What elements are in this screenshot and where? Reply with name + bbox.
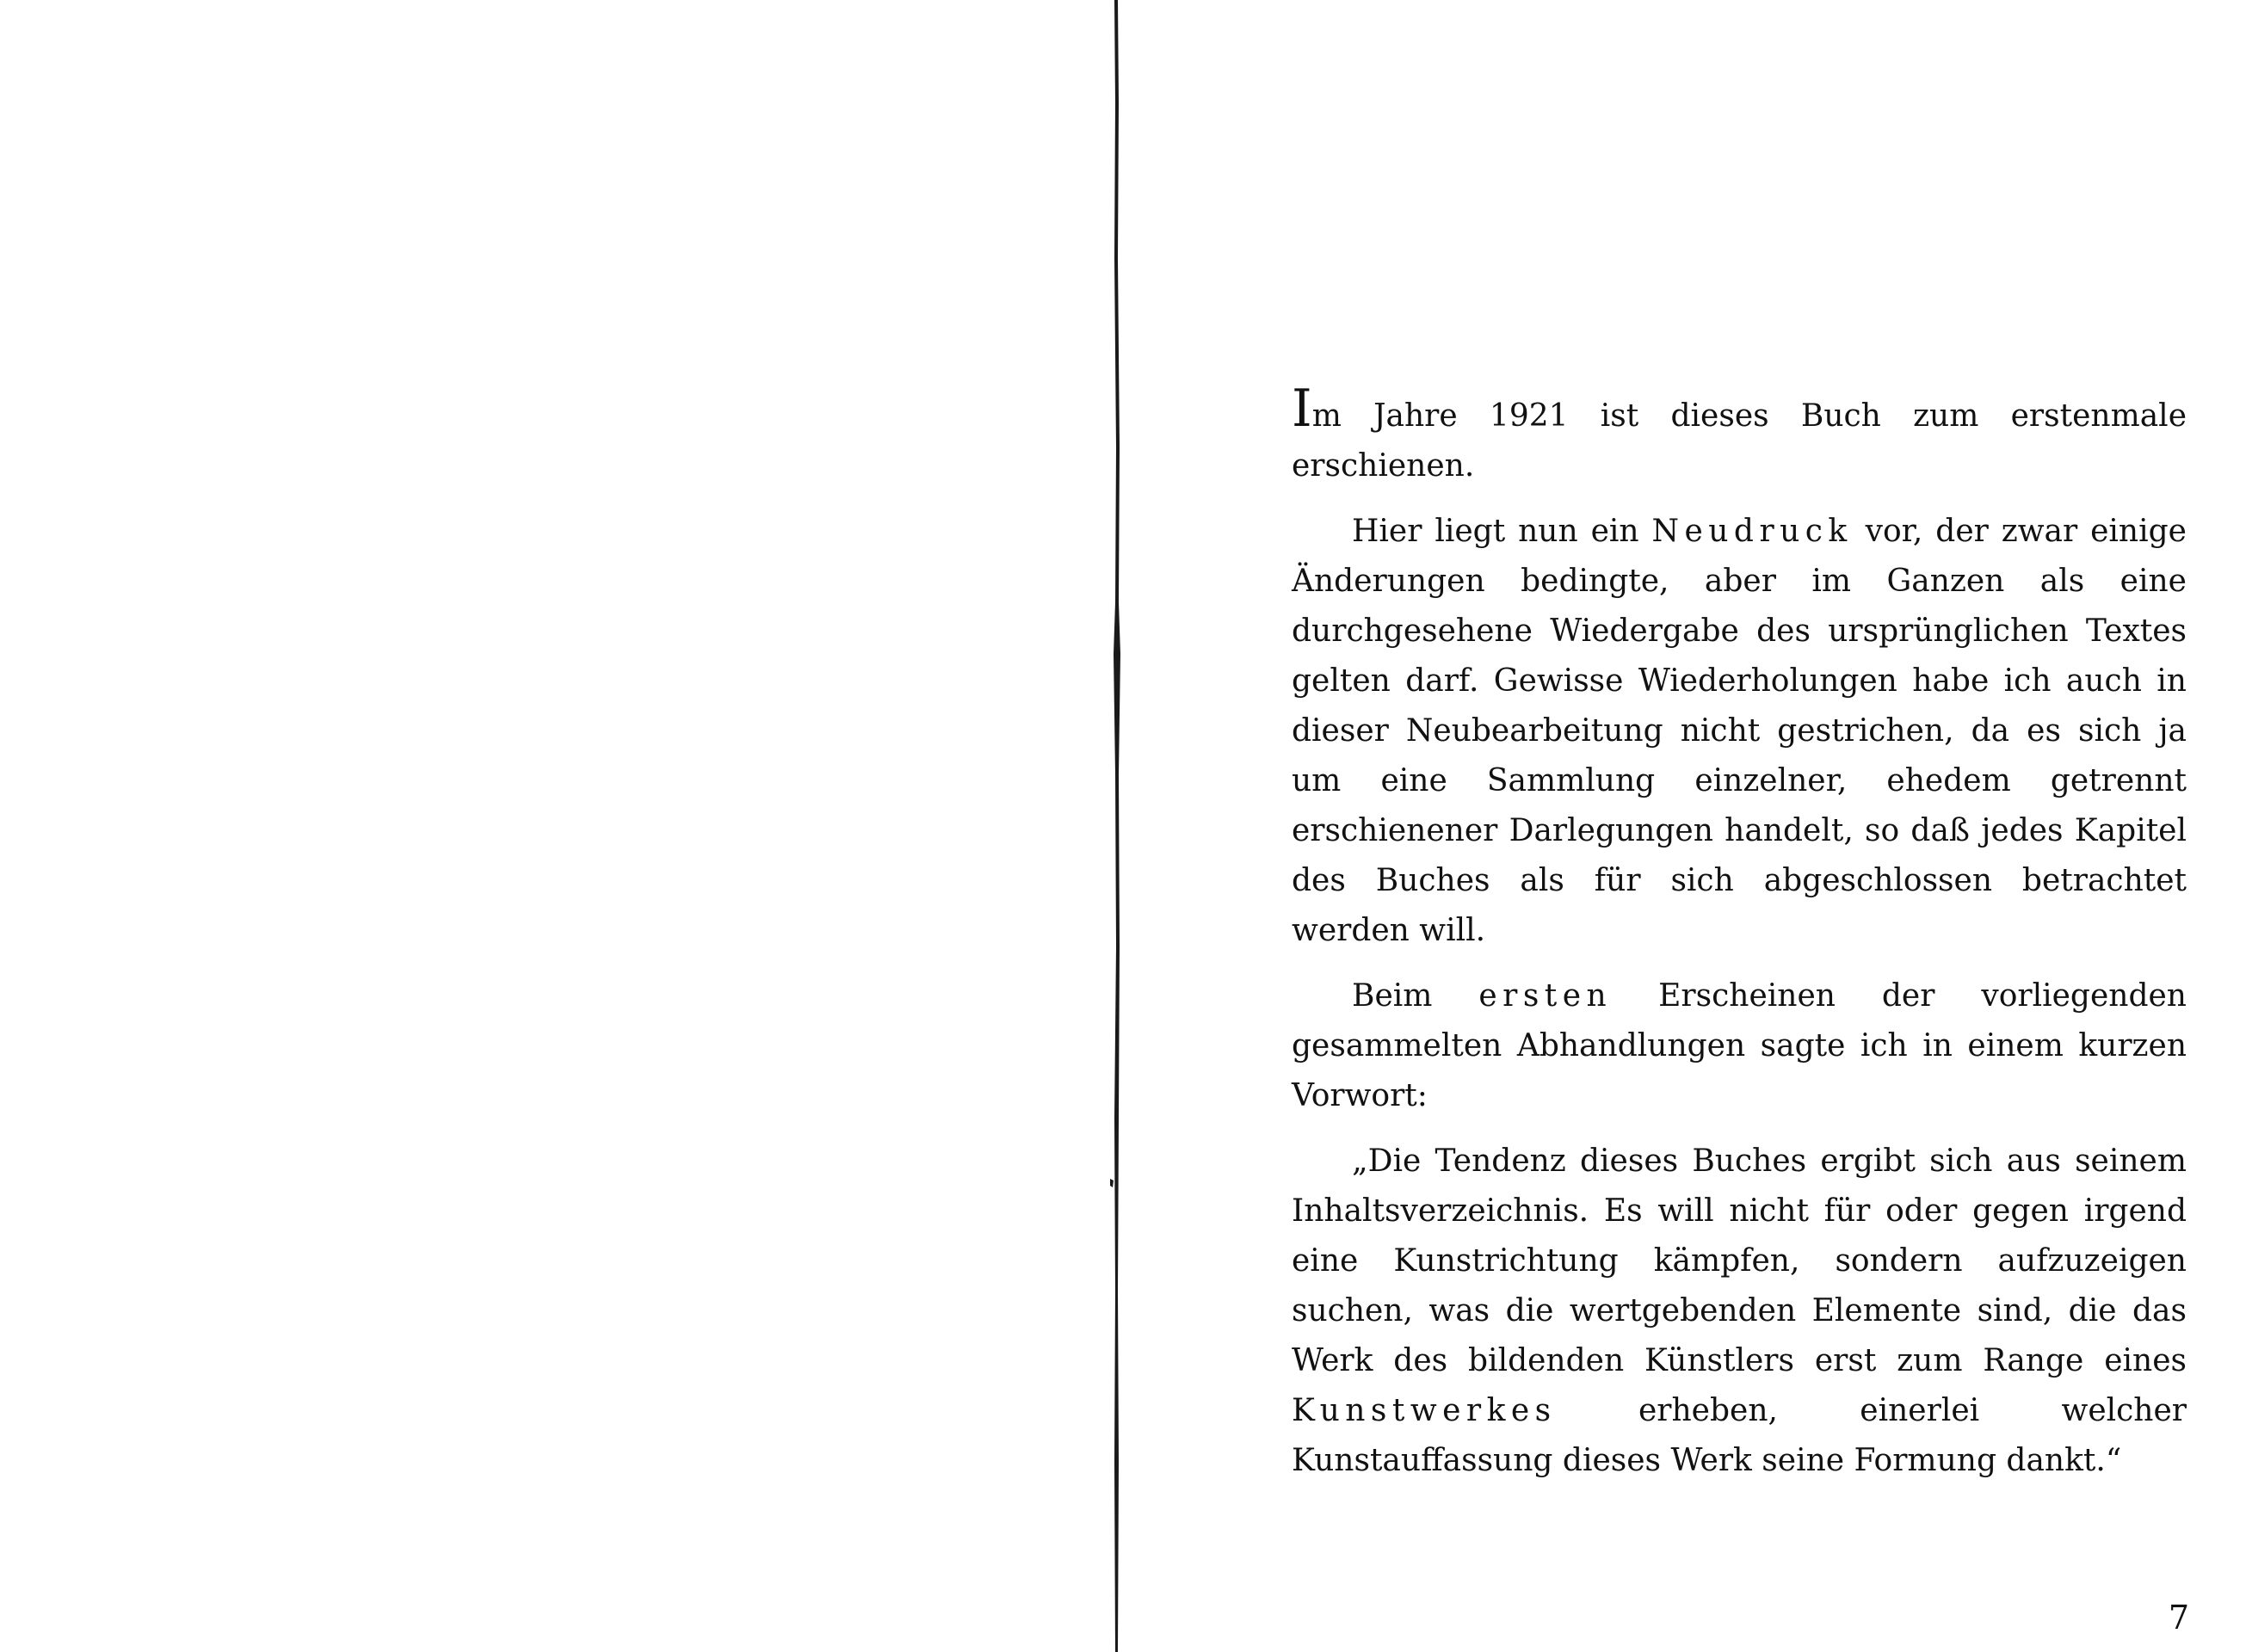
right-page bbox=[1122, 0, 2246, 1652]
paragraph-1-text: m Jahre 1921 ist dieses Buch zum erstenmale erschienen. bbox=[1292, 398, 2187, 484]
paragraph-3 bbox=[1292, 971, 2187, 1121]
gutter-line bbox=[1110, 0, 1122, 1652]
paragraph-2-text-after: vor, der zwar einige Änderungen bedingte, aber im Ganzen als eine durchgesehene Wiedergabe des ursprünglichen Textes gelten darf. Gewisse Wiederholungen habe ich auch in dieser Neubearbeitung nicht gestrichen, da es sich ja um eine Sammlung einzelner, ehedem getrennt erschienener Darlegungen handelt, so daß jedes Kapitel des Buches als für sich abgeschlossen betrachtet werden will. bbox=[1292, 514, 2187, 948]
paragraph-4-quote bbox=[1292, 1137, 2187, 1486]
paragraph-2 bbox=[1292, 507, 2187, 956]
paragraph-3-text-before: Beim bbox=[1352, 978, 1479, 1014]
paragraph-3-emphasis: ersten bbox=[1478, 978, 1613, 1014]
page-number: 7 bbox=[2168, 1599, 2189, 1637]
paragraph-2-text-before: Hier liegt nun ein bbox=[1352, 514, 1652, 549]
paragraph-3-text-after: Erscheinen der vorliegenden gesammelten Abhandlungen sagte ich in einem kurzen Vorwort: bbox=[1292, 978, 2187, 1113]
paragraph-4-text-after: erheben, einerlei welcher Kunstauffassung dieses Werk seine Formung dankt.“ bbox=[1292, 1393, 2187, 1478]
dropcap-letter: I bbox=[1292, 379, 1312, 439]
paragraph-1 bbox=[1292, 379, 2187, 491]
paragraph-4-emphasis: Kunstwerkes bbox=[1292, 1393, 1557, 1428]
paragraph-2-emphasis: Neudruck bbox=[1651, 514, 1853, 549]
gutter-shadow bbox=[1110, 0, 1122, 1652]
paragraph-4-text-before: „Die Tendenz dieses Buches ergibt sich aus seinem Inhaltsverzeichnis. Es will nicht für oder gegen irgend eine Kunstrichtung kämpfen, sondern aufzuzeigen suchen, was die wertgebenden Elemente sind, die das Werk des bildenden Künstlers erst zum Range eines bbox=[1292, 1143, 2187, 1378]
left-page-blank bbox=[0, 0, 1110, 1652]
preface-text bbox=[1292, 379, 2187, 1501]
